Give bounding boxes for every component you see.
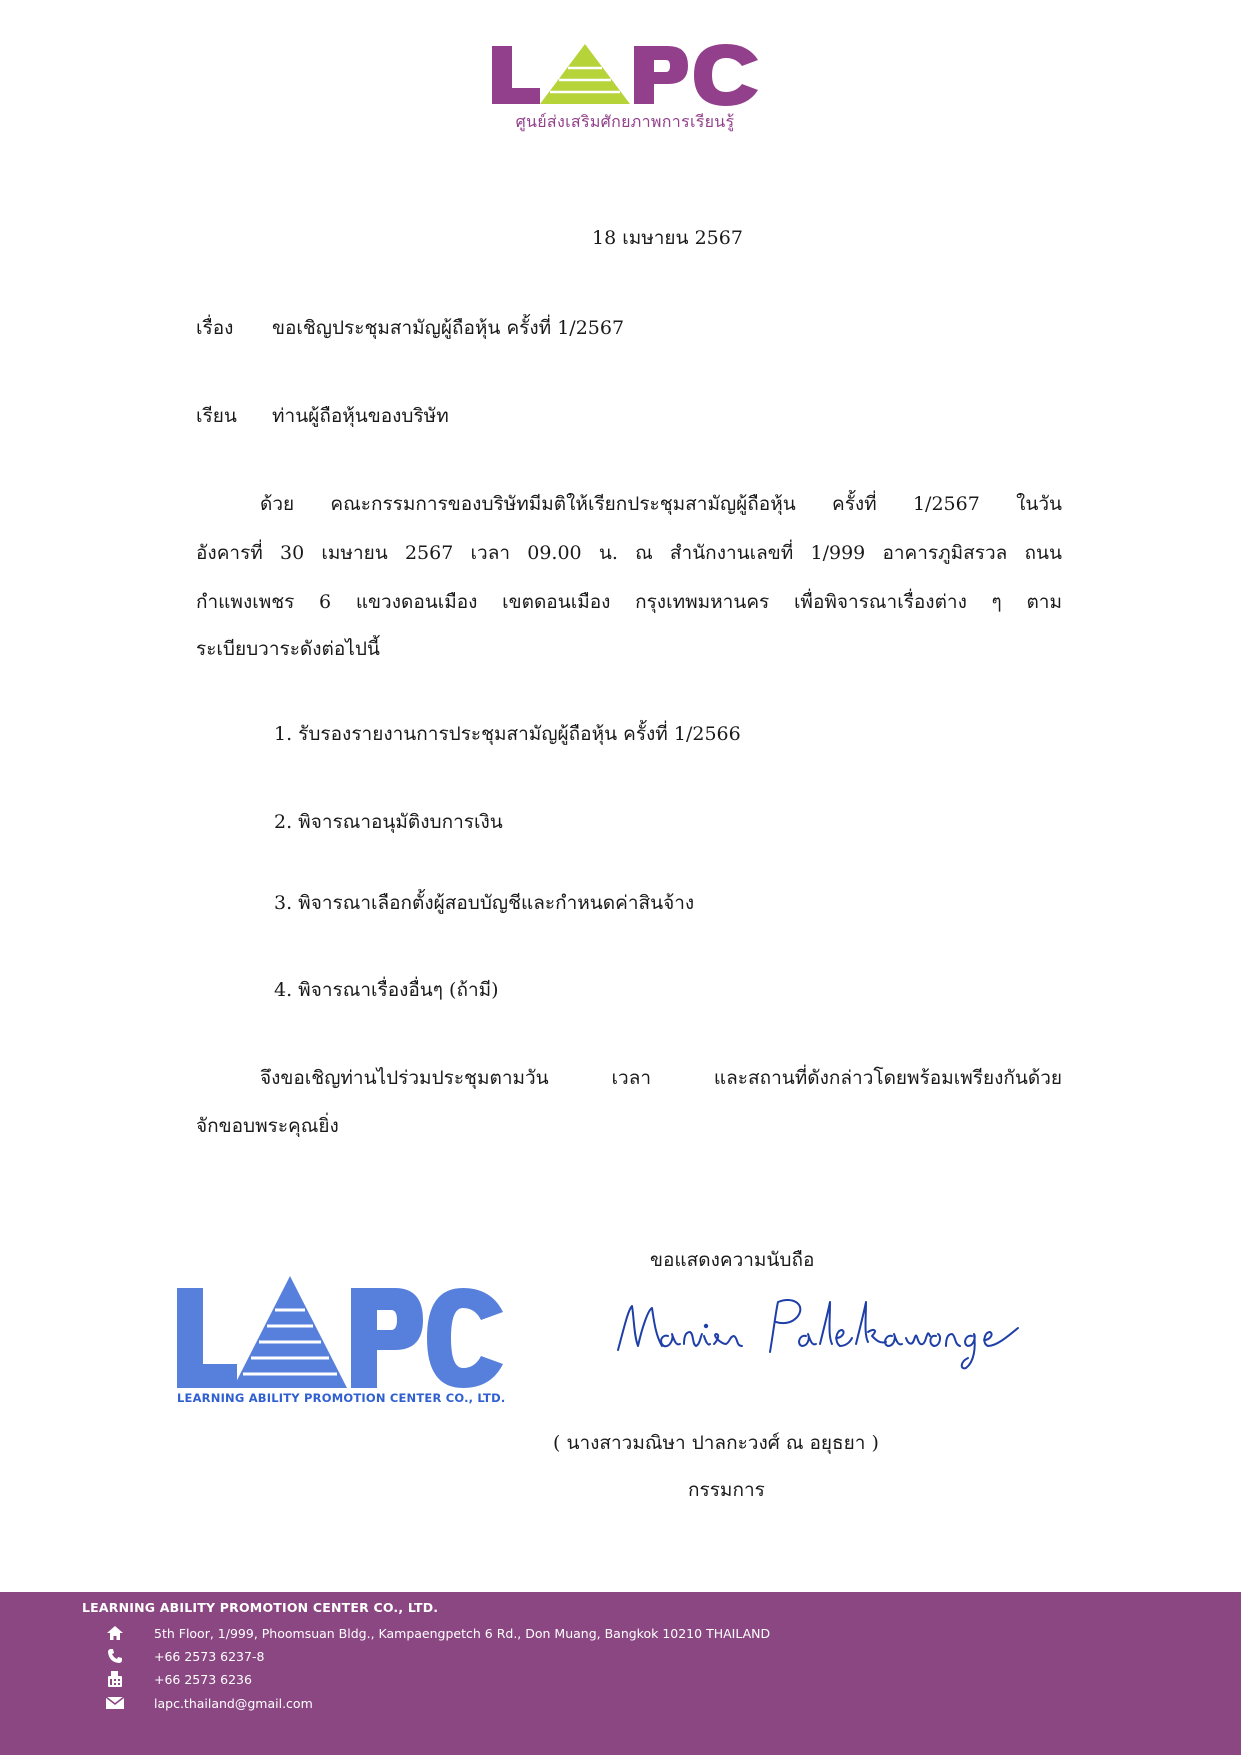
- footer-fax: +66 2573 6236: [154, 1671, 252, 1687]
- recipient-text: ท่านผู้ถือหุ้นของบริษัท: [272, 405, 449, 427]
- footer-fax-row: [104, 1668, 252, 1690]
- header-tagline: ศูนย์ส่งเสริมศักยภาพการเรียนรู้: [515, 112, 735, 131]
- signer-title: กรรมการ: [688, 1479, 765, 1501]
- signer-name: ( นางสาวมณิษา ปาลกะวงศ์ ณ อยุธยา ): [553, 1432, 879, 1454]
- footer-address: 5th Floor, 1/999, Phoomsuan Bldg., Kampaengpetch 6 Rd., Don Muang, Bangkok 10210 THAILAND: [154, 1625, 771, 1641]
- paragraph-line: จึงขอเชิญท่านไปร่วมประชุมตามวัน เวลา และสถานที่ดังกล่าวโดยพร้อมเพรียงกันด้วย: [260, 1067, 1062, 1089]
- home-icon: [104, 1624, 126, 1642]
- footer-company-name: LEARNING ABILITY PROMOTION CENTER CO., LTD.: [82, 1600, 439, 1615]
- paragraph-line: จักขอบพระคุณยิ่ง: [196, 1115, 339, 1137]
- lapc-header-logo: [490, 44, 760, 106]
- paragraph-line: ด้วย คณะกรรมการของบริษัทมีมติให้เรียกประชุมสามัญผู้ถือหุ้น ครั้งที่ 1/2567 ในวัน: [260, 493, 1062, 515]
- paragraph-line: กำแพงเพชร 6 แขวงดอนเมือง เขตดอนเมือง กรุงเทพมหานคร เพื่อพิจารณาเรื่องต่าง ๆ ตาม: [196, 591, 1062, 613]
- footer-email-row: [104, 1692, 313, 1714]
- mail-icon: [104, 1694, 126, 1712]
- footer-phone: +66 2573 6237-8: [154, 1648, 265, 1664]
- agenda-item: 1. รับรองรายงานการประชุมสามัญผู้ถือหุ้น ครั้งที่ 1/2566: [274, 723, 741, 745]
- closing-salutation: ขอแสดงความนับถือ: [650, 1249, 815, 1271]
- company-stamp: [175, 1276, 505, 1392]
- paragraph-line: อังคารที่ 30 เมษายน 2567 เวลา 09.00 น. ณ สำนักงานเลขที่ 1/999 อาคารภูมิสรวล ถนน: [196, 542, 1062, 564]
- subject-label: เรื่อง: [196, 317, 234, 339]
- stamp-caption: LEARNING ABILITY PROMOTION CENTER CO., LTD.: [177, 1391, 506, 1405]
- agenda-item: 2. พิจารณาอนุมัติงบการเงิน: [274, 811, 503, 833]
- recipient-label: เรียน: [196, 405, 237, 427]
- agenda-item: 3. พิจารณาเลือกตั้งผู้สอบบัญชีและกำหนดค่าสินจ้าง: [274, 892, 695, 914]
- footer-phone-row: [104, 1645, 264, 1667]
- fax-icon: [104, 1670, 126, 1688]
- footer-address-row: [104, 1622, 770, 1644]
- subject-text: ขอเชิญประชุมสามัญผู้ถือหุ้น ครั้งที่ 1/2567: [272, 317, 625, 339]
- agenda-item: 4. พิจารณาเรื่องอื่นๆ (ถ้ามี): [274, 979, 499, 1001]
- phone-icon: [104, 1647, 126, 1665]
- handwritten-signature: [610, 1288, 1030, 1378]
- footer-email[interactable]: lapc.thailand@gmail.com: [154, 1695, 313, 1711]
- paragraph-line: ระเบียบวาระดังต่อไปนี้: [196, 638, 380, 660]
- letter-date: 18 เมษายน 2567: [592, 227, 743, 249]
